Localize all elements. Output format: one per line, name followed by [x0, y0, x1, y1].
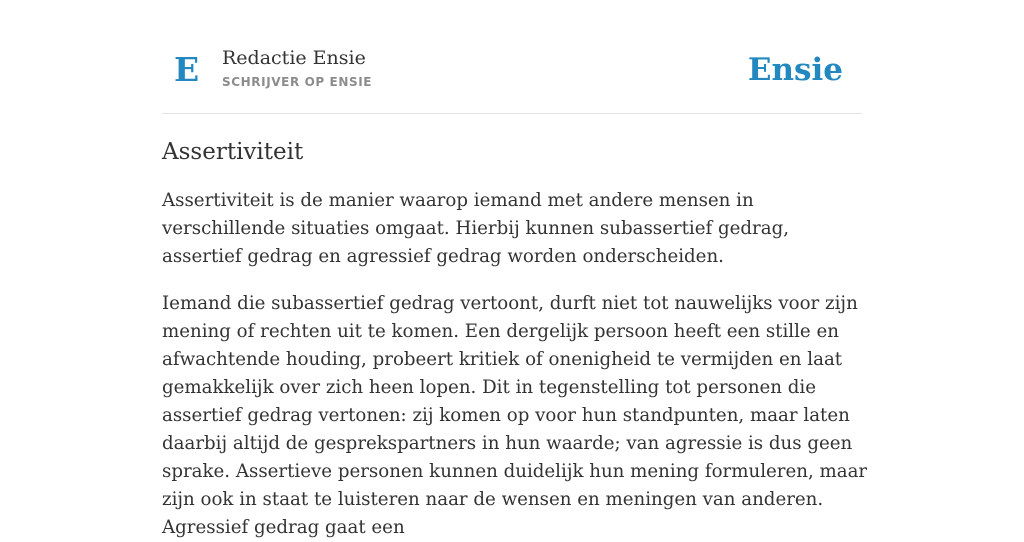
author-avatar-icon[interactable]: E [174, 50, 200, 89]
ensie-logo[interactable]: Ensie [747, 52, 843, 88]
article-paragraph-2: Iemand die subassertief gedrag vertoont, durft niet tot nauwelijks voor zijn mening of rechten uit te komen. Een dergelijk persoon heeft een stille en afwachtende houding, probeert kritiek of onenigheid te vermijden en laat gemakkelijk over zich heen lopen. Dit in tegenstelling tot personen die assertief gedrag vertonen: zij komen op voor hun standpunten, maar laten daarbij altijd de gesprekspartners in hun waarde; van agressie is dus geen sprake. Assertieve personen kunnen duidelijk hun mening formuleren, maar zijn ook in staat te luisteren naar de wensen en meningen van anderen. Agressief gedrag gaat een [162, 293, 868, 538]
article-title: Assertiviteit [162, 139, 304, 165]
article-paragraph-1: Assertiviteit is de manier waarop iemand met andere mensen in verschillende situaties omgaat. Hierbij kunnen subassertief gedrag, assertief gedrag en agressief gedrag worden onderscheiden. [162, 190, 789, 267]
author-header [162, 30, 862, 114]
author-name[interactable]: Redactie Ensie [222, 47, 366, 69]
author-role: SCHRIJVER OP ENSIE [222, 75, 373, 89]
article-body [162, 136, 868, 542]
